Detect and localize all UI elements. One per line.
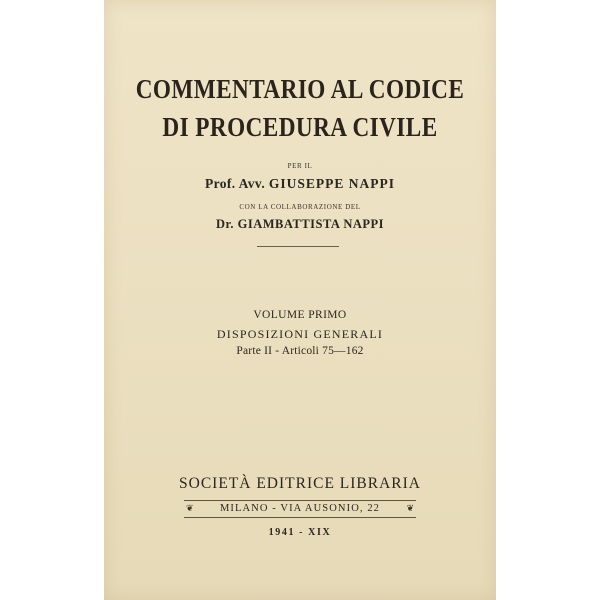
volume-label: VOLUME PRIMO — [253, 309, 347, 321]
author-prefix: Prof. Avv. — [204, 176, 266, 191]
collaborator-line — [104, 217, 496, 232]
volume-part: Parte II - Articoli 75—162 — [236, 345, 364, 357]
volume-subject: DISPOSIZIONI GENERALI — [216, 327, 384, 341]
collaborator-name: GIAMBATTISTA NAPPI — [237, 217, 385, 231]
book-title-line-1: COMMENTARIO AL CODICE — [135, 74, 465, 104]
publisher-address: MILANO - VIA AUSONIO, 22 — [219, 503, 381, 514]
publication-year: 1941 - XIX — [268, 527, 332, 538]
publisher-name: SOCIETÀ EDITRICE LIBRARIA — [179, 475, 421, 492]
address-rule-top — [184, 500, 416, 501]
fleuron-icon: ❦ — [406, 503, 414, 513]
address-rule-bottom — [184, 517, 416, 518]
book-title-line-2: DI PROCEDURA CIVILE — [162, 112, 438, 142]
author-name: GIUSEPPE NAPPI — [268, 176, 396, 191]
separator-rule — [257, 246, 339, 247]
collaborator-prefix: Dr. — [215, 217, 235, 231]
author-preposition: PER IL — [287, 162, 313, 170]
collaboration-preposition: CON LA COLLABORAZIONE DEL — [239, 203, 361, 211]
fleuron-icon: ❦ — [186, 503, 194, 513]
title-page — [104, 0, 496, 600]
author-line — [104, 176, 496, 192]
publisher-address-row — [184, 500, 416, 518]
